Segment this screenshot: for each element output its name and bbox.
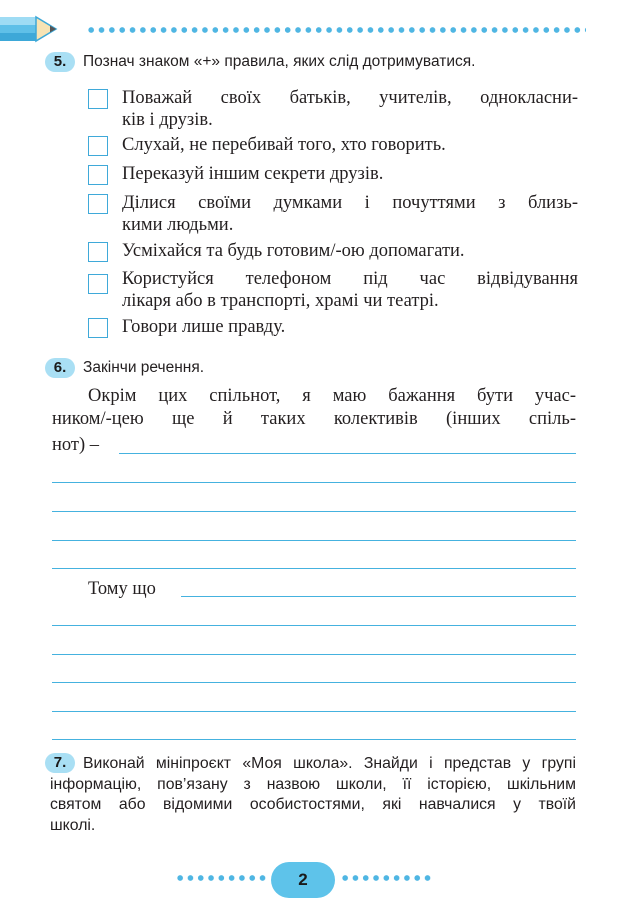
task-7-line: школі. <box>50 816 96 834</box>
rule-text-line: кими людьми. <box>122 215 234 235</box>
page-number: 2 <box>271 862 335 898</box>
rule-item <box>88 134 578 158</box>
answer-line[interactable] <box>52 711 576 712</box>
header-dots-divider <box>86 25 586 35</box>
task-5-instruction: Познач знаком «+» правила, яких слід дотримуватися. <box>83 53 476 70</box>
answer-line[interactable] <box>52 540 576 541</box>
task-7-text <box>50 754 576 836</box>
rule-text-line: Говори лише правду. <box>122 317 286 337</box>
footer-dots-left <box>175 873 266 883</box>
footer-dots-right <box>340 873 431 883</box>
rule-checkbox[interactable] <box>88 89 108 109</box>
rule-text-line: Користуйся телефоном під час відвідування <box>122 269 578 289</box>
task-7-line: святом або відомими особистостями, які навчалися у твоїй <box>50 796 576 813</box>
rule-item <box>88 268 578 314</box>
rule-checkbox[interactable] <box>88 194 108 214</box>
rule-text-line: Ділися своїми думками і почуттями з близь- <box>122 193 578 213</box>
rule-text-line: Поважай своїх батьків, учителів, однокласни- <box>122 88 578 108</box>
rule-checkbox[interactable] <box>88 318 108 338</box>
answer-line[interactable] <box>52 682 576 683</box>
rule-text-line: ків і друзів. <box>122 110 213 130</box>
rule-item <box>88 316 578 340</box>
answer-line[interactable] <box>52 739 576 740</box>
rule-checkbox[interactable] <box>88 165 108 185</box>
rule-text-line: Переказуй іншим секрети друзів. <box>122 164 384 184</box>
task-7-line: інформацію, пов’язану з назвою школи, її історією, шкільним <box>50 775 576 793</box>
rule-text-line: Слухай, не перебивай того, хто говорить. <box>122 135 446 155</box>
answer-line[interactable] <box>52 625 576 626</box>
task-7-line: Виконай мініпроєкт «Моя школа». Знайди і представ у групі <box>83 755 576 772</box>
answer-line[interactable] <box>52 482 576 483</box>
sentence-line: ником/-цею ще й таких колективів (інших спіль- <box>52 409 576 429</box>
answer-line[interactable] <box>119 453 576 454</box>
answer-line[interactable] <box>52 568 576 569</box>
rule-item <box>88 240 578 264</box>
rule-checkbox[interactable] <box>88 136 108 156</box>
pencil-icon <box>0 14 62 44</box>
answer-line[interactable] <box>52 511 576 512</box>
rule-item <box>88 163 578 187</box>
rule-text-line: Усміхайся та будь готовим/-ою допомагати. <box>122 241 465 261</box>
answer-line[interactable] <box>181 596 576 597</box>
rule-checkbox[interactable] <box>88 274 108 294</box>
sentence-line: нот) – <box>52 435 100 455</box>
rule-item <box>88 192 578 238</box>
task-6-number-badge: 6. <box>45 358 75 378</box>
task-5-number-badge: 5. <box>45 52 75 72</box>
rule-text-line: лікаря або в транспорті, храмі чи театрі. <box>122 291 439 311</box>
because-label: Тому що <box>88 579 156 599</box>
answer-line[interactable] <box>52 654 576 655</box>
task-7-number-badge: 7. <box>45 753 75 773</box>
task-6-instruction: Закінчи речення. <box>83 359 205 376</box>
rule-item <box>88 87 578 133</box>
rule-checkbox[interactable] <box>88 242 108 262</box>
sentence-line: Окрім цих спільнот, я маю бажання бути учас- <box>88 386 576 406</box>
